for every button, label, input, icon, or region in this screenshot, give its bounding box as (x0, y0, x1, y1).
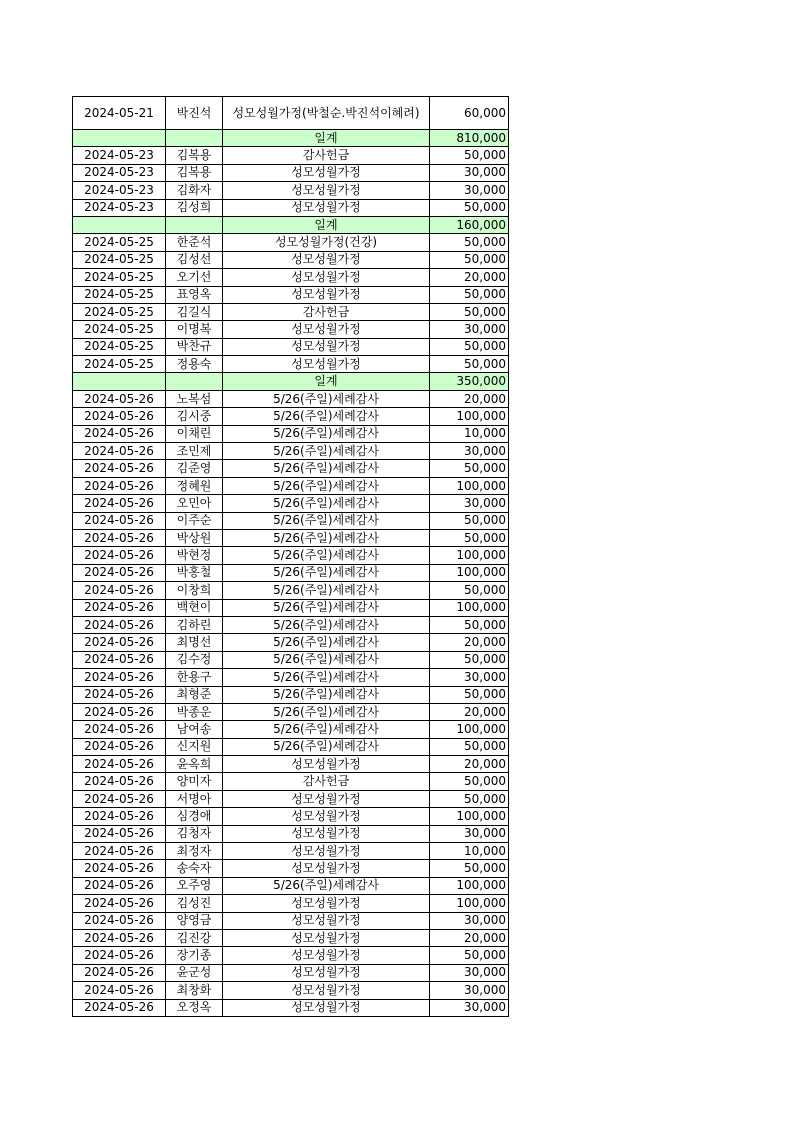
date-cell: 2024-05-26 (73, 877, 166, 894)
amount-cell: 100,000 (430, 547, 509, 564)
amount-cell: 50,000 (430, 651, 509, 668)
description-cell: 5/26(주일)세례감사 (223, 408, 430, 425)
amount-cell: 50,000 (430, 356, 509, 373)
table-row (73, 999, 509, 1016)
date-cell: 2024-05-26 (73, 669, 166, 686)
date-cell: 2024-05-26 (73, 564, 166, 581)
amount-cell: 30,000 (430, 825, 509, 842)
date-cell: 2024-05-26 (73, 477, 166, 494)
date-cell: 2024-05-23 (73, 199, 166, 216)
date-cell: 2024-05-26 (73, 703, 166, 720)
description-cell: 5/26(주일)세례감사 (223, 425, 430, 442)
description-cell: 5/26(주일)세례감사 (223, 686, 430, 703)
amount-cell: 30,000 (430, 182, 509, 199)
table-row (73, 686, 509, 703)
description-cell: 성모성월가정 (223, 808, 430, 825)
amount-cell: 50,000 (430, 147, 509, 164)
description-cell: 성모성월가정 (223, 338, 430, 355)
name-cell: 정혜원 (166, 477, 223, 494)
date-cell: 2024-05-26 (73, 860, 166, 877)
amount-cell: 20,000 (430, 390, 509, 407)
amount-cell: 30,000 (430, 164, 509, 181)
description-cell: 성모성월가정 (223, 825, 430, 842)
date-cell: 2024-05-25 (73, 303, 166, 320)
table-row (73, 929, 509, 946)
table-row (73, 825, 509, 842)
subtotal-label: 일계 (223, 216, 430, 233)
amount-cell: 100,000 (430, 895, 509, 912)
table-row (73, 164, 509, 181)
description-cell: 성모성월가정 (223, 982, 430, 999)
description-cell: 성모성월가정 (223, 199, 430, 216)
amount-cell: 20,000 (430, 634, 509, 651)
date-cell: 2024-05-26 (73, 825, 166, 842)
description-cell: 성모성월가정 (223, 182, 430, 199)
table-row (73, 721, 509, 738)
date-cell: 2024-05-26 (73, 425, 166, 442)
name-cell: 박상원 (166, 529, 223, 546)
description-cell: 성모성월가정 (223, 321, 430, 338)
table-row (73, 669, 509, 686)
description-cell: 성모성월가정 (223, 895, 430, 912)
description-cell: 성모성월가정(박철순.박진석이혜려) (223, 97, 430, 130)
amount-cell: 50,000 (430, 303, 509, 320)
date-cell: 2024-05-26 (73, 773, 166, 790)
subtotal-date-cell (73, 216, 166, 233)
amount-cell: 60,000 (430, 97, 509, 130)
description-cell: 성모성월가정(건강) (223, 234, 430, 251)
name-cell: 송숙자 (166, 860, 223, 877)
amount-cell: 50,000 (430, 947, 509, 964)
name-cell: 남여송 (166, 721, 223, 738)
description-cell: 5/26(주일)세례감사 (223, 460, 430, 477)
amount-cell: 20,000 (430, 703, 509, 720)
name-cell: 조민제 (166, 443, 223, 460)
name-cell: 김시중 (166, 408, 223, 425)
date-cell: 2024-05-26 (73, 460, 166, 477)
name-cell: 오기선 (166, 269, 223, 286)
name-cell: 김청자 (166, 825, 223, 842)
description-cell: 5/26(주일)세례감사 (223, 390, 430, 407)
date-cell: 2024-05-26 (73, 895, 166, 912)
subtotal-amount: 160,000 (430, 216, 509, 233)
amount-cell: 50,000 (430, 251, 509, 268)
subtotal-row (73, 216, 509, 233)
description-cell: 5/26(주일)세례감사 (223, 582, 430, 599)
date-cell: 2024-05-25 (73, 251, 166, 268)
name-cell: 최창화 (166, 982, 223, 999)
description-cell: 성모성월가정 (223, 947, 430, 964)
description-cell: 5/26(주일)세례감사 (223, 634, 430, 651)
table-row (73, 773, 509, 790)
amount-cell: 50,000 (430, 738, 509, 755)
date-cell: 2024-05-26 (73, 982, 166, 999)
name-cell: 김준영 (166, 460, 223, 477)
table-row (73, 843, 509, 860)
amount-cell: 100,000 (430, 721, 509, 738)
name-cell: 김복용 (166, 164, 223, 181)
name-cell: 박진석 (166, 97, 223, 130)
name-cell: 김성희 (166, 199, 223, 216)
description-cell: 성모성월가정 (223, 912, 430, 929)
amount-cell: 50,000 (430, 338, 509, 355)
table-row (73, 356, 509, 373)
description-cell: 5/26(주일)세례감사 (223, 721, 430, 738)
description-cell: 성모성월가정 (223, 929, 430, 946)
table-row (73, 251, 509, 268)
amount-cell: 50,000 (430, 199, 509, 216)
table-row (73, 512, 509, 529)
subtotal-row (73, 130, 509, 147)
name-cell: 윤옥희 (166, 756, 223, 773)
amount-cell: 20,000 (430, 269, 509, 286)
table-row (73, 477, 509, 494)
name-cell: 최정자 (166, 843, 223, 860)
amount-cell: 50,000 (430, 286, 509, 303)
description-cell: 5/26(주일)세례감사 (223, 616, 430, 633)
name-cell: 김수정 (166, 651, 223, 668)
subtotal-label: 일계 (223, 130, 430, 147)
description-cell: 5/26(주일)세례감사 (223, 443, 430, 460)
description-cell: 5/26(주일)세례감사 (223, 529, 430, 546)
table-row (73, 97, 509, 130)
name-cell: 서명아 (166, 790, 223, 807)
table-row (73, 286, 509, 303)
amount-cell: 50,000 (430, 860, 509, 877)
description-cell: 성모성월가정 (223, 756, 430, 773)
name-cell: 심경애 (166, 808, 223, 825)
date-cell: 2024-05-26 (73, 929, 166, 946)
amount-cell: 100,000 (430, 808, 509, 825)
description-cell: 성모성월가정 (223, 251, 430, 268)
description-cell: 5/26(주일)세례감사 (223, 477, 430, 494)
date-cell: 2024-05-26 (73, 408, 166, 425)
name-cell: 김진강 (166, 929, 223, 946)
date-cell: 2024-05-26 (73, 843, 166, 860)
table-row (73, 303, 509, 320)
subtotal-date-cell (73, 130, 166, 147)
name-cell: 표영옥 (166, 286, 223, 303)
name-cell: 이채린 (166, 425, 223, 442)
date-cell: 2024-05-23 (73, 182, 166, 199)
table-row (73, 895, 509, 912)
table-row (73, 269, 509, 286)
amount-cell: 100,000 (430, 477, 509, 494)
table-row (73, 947, 509, 964)
table-row (73, 790, 509, 807)
description-cell: 성모성월가정 (223, 860, 430, 877)
date-cell: 2024-05-25 (73, 286, 166, 303)
table-row (73, 756, 509, 773)
amount-cell: 50,000 (430, 686, 509, 703)
amount-cell: 30,000 (430, 669, 509, 686)
description-cell: 성모성월가정 (223, 164, 430, 181)
amount-cell: 10,000 (430, 843, 509, 860)
date-cell: 2024-05-26 (73, 686, 166, 703)
date-cell: 2024-05-25 (73, 321, 166, 338)
table-row (73, 182, 509, 199)
amount-cell: 50,000 (430, 234, 509, 251)
amount-cell: 50,000 (430, 529, 509, 546)
table-row (73, 964, 509, 981)
offering-ledger-table (72, 96, 509, 1017)
subtotal-amount: 350,000 (430, 373, 509, 390)
name-cell: 노복섬 (166, 390, 223, 407)
date-cell: 2024-05-26 (73, 390, 166, 407)
table-row (73, 634, 509, 651)
description-cell: 성모성월가정 (223, 790, 430, 807)
date-cell: 2024-05-21 (73, 97, 166, 130)
name-cell: 오정옥 (166, 999, 223, 1016)
date-cell: 2024-05-26 (73, 547, 166, 564)
name-cell: 장기종 (166, 947, 223, 964)
date-cell: 2024-05-25 (73, 356, 166, 373)
table-row (73, 599, 509, 616)
date-cell: 2024-05-25 (73, 234, 166, 251)
name-cell: 양미자 (166, 773, 223, 790)
table-row (73, 199, 509, 216)
table-row (73, 234, 509, 251)
amount-cell: 30,000 (430, 999, 509, 1016)
description-cell: 감사헌금 (223, 303, 430, 320)
date-cell: 2024-05-26 (73, 738, 166, 755)
description-cell: 5/26(주일)세례감사 (223, 651, 430, 668)
date-cell: 2024-05-23 (73, 164, 166, 181)
table-row (73, 529, 509, 546)
name-cell: 오민아 (166, 495, 223, 512)
date-cell: 2024-05-26 (73, 964, 166, 981)
amount-cell: 30,000 (430, 982, 509, 999)
description-cell: 5/26(주일)세례감사 (223, 703, 430, 720)
name-cell: 김성선 (166, 251, 223, 268)
name-cell: 김하린 (166, 616, 223, 633)
table-row (73, 982, 509, 999)
name-cell: 김화자 (166, 182, 223, 199)
description-cell: 성모성월가정 (223, 999, 430, 1016)
table-row (73, 390, 509, 407)
date-cell: 2024-05-26 (73, 912, 166, 929)
amount-cell: 30,000 (430, 321, 509, 338)
amount-cell: 20,000 (430, 756, 509, 773)
description-cell: 5/26(주일)세례감사 (223, 547, 430, 564)
amount-cell: 100,000 (430, 408, 509, 425)
description-cell: 5/26(주일)세례감사 (223, 564, 430, 581)
table-row (73, 877, 509, 894)
table-row (73, 495, 509, 512)
subtotal-name-cell (166, 130, 223, 147)
amount-cell: 50,000 (430, 460, 509, 477)
amount-cell: 50,000 (430, 616, 509, 633)
table-row (73, 738, 509, 755)
amount-cell: 50,000 (430, 790, 509, 807)
description-cell: 성모성월가정 (223, 356, 430, 373)
description-cell: 감사헌금 (223, 147, 430, 164)
name-cell: 이명복 (166, 321, 223, 338)
date-cell: 2024-05-26 (73, 616, 166, 633)
amount-cell: 50,000 (430, 773, 509, 790)
description-cell: 성모성월가정 (223, 269, 430, 286)
date-cell: 2024-05-26 (73, 634, 166, 651)
subtotal-label: 일계 (223, 373, 430, 390)
amount-cell: 100,000 (430, 564, 509, 581)
name-cell: 박홍철 (166, 564, 223, 581)
subtotal-name-cell (166, 373, 223, 390)
table-row (73, 616, 509, 633)
subtotal-amount: 810,000 (430, 130, 509, 147)
name-cell: 이주순 (166, 512, 223, 529)
table-row (73, 321, 509, 338)
amount-cell: 10,000 (430, 425, 509, 442)
date-cell: 2024-05-26 (73, 790, 166, 807)
name-cell: 박현정 (166, 547, 223, 564)
amount-cell: 30,000 (430, 912, 509, 929)
amount-cell: 100,000 (430, 599, 509, 616)
table-row (73, 460, 509, 477)
name-cell: 김길식 (166, 303, 223, 320)
amount-cell: 30,000 (430, 443, 509, 460)
name-cell: 최명선 (166, 634, 223, 651)
name-cell: 오주영 (166, 877, 223, 894)
date-cell: 2024-05-26 (73, 721, 166, 738)
description-cell: 성모성월가정 (223, 286, 430, 303)
description-cell: 5/26(주일)세례감사 (223, 738, 430, 755)
subtotal-date-cell (73, 373, 166, 390)
date-cell: 2024-05-26 (73, 808, 166, 825)
name-cell: 백현이 (166, 599, 223, 616)
description-cell: 성모성월가정 (223, 843, 430, 860)
date-cell: 2024-05-25 (73, 338, 166, 355)
table-row (73, 408, 509, 425)
name-cell: 한준석 (166, 234, 223, 251)
table-row (73, 547, 509, 564)
name-cell: 박찬규 (166, 338, 223, 355)
description-cell: 성모성월가정 (223, 964, 430, 981)
table-row (73, 651, 509, 668)
name-cell: 정용숙 (166, 356, 223, 373)
amount-cell: 20,000 (430, 929, 509, 946)
date-cell: 2024-05-26 (73, 651, 166, 668)
table-row (73, 425, 509, 442)
name-cell: 최형준 (166, 686, 223, 703)
description-cell: 5/26(주일)세례감사 (223, 512, 430, 529)
ledger-body (73, 97, 509, 1017)
amount-cell: 50,000 (430, 512, 509, 529)
name-cell: 박종운 (166, 703, 223, 720)
table-row (73, 703, 509, 720)
table-row (73, 338, 509, 355)
table-row (73, 147, 509, 164)
name-cell: 신지원 (166, 738, 223, 755)
table-row (73, 443, 509, 460)
table-row (73, 860, 509, 877)
description-cell: 5/26(주일)세례감사 (223, 495, 430, 512)
amount-cell: 30,000 (430, 964, 509, 981)
subtotal-row (73, 373, 509, 390)
table-row (73, 582, 509, 599)
table-row (73, 808, 509, 825)
date-cell: 2024-05-26 (73, 999, 166, 1016)
name-cell: 윤군성 (166, 964, 223, 981)
name-cell: 한용구 (166, 669, 223, 686)
name-cell: 김성진 (166, 895, 223, 912)
date-cell: 2024-05-26 (73, 495, 166, 512)
description-cell: 5/26(주일)세례감사 (223, 877, 430, 894)
description-cell: 감사헌금 (223, 773, 430, 790)
date-cell: 2024-05-26 (73, 947, 166, 964)
description-cell: 5/26(주일)세례감사 (223, 599, 430, 616)
name-cell: 이창희 (166, 582, 223, 599)
date-cell: 2024-05-26 (73, 529, 166, 546)
description-cell: 5/26(주일)세례감사 (223, 669, 430, 686)
date-cell: 2024-05-26 (73, 756, 166, 773)
amount-cell: 50,000 (430, 582, 509, 599)
date-cell: 2024-05-26 (73, 443, 166, 460)
date-cell: 2024-05-25 (73, 269, 166, 286)
table-row (73, 912, 509, 929)
amount-cell: 30,000 (430, 495, 509, 512)
table-row (73, 564, 509, 581)
amount-cell: 100,000 (430, 877, 509, 894)
name-cell: 김복용 (166, 147, 223, 164)
date-cell: 2024-05-23 (73, 147, 166, 164)
date-cell: 2024-05-26 (73, 582, 166, 599)
date-cell: 2024-05-26 (73, 599, 166, 616)
subtotal-name-cell (166, 216, 223, 233)
name-cell: 양영금 (166, 912, 223, 929)
date-cell: 2024-05-26 (73, 512, 166, 529)
